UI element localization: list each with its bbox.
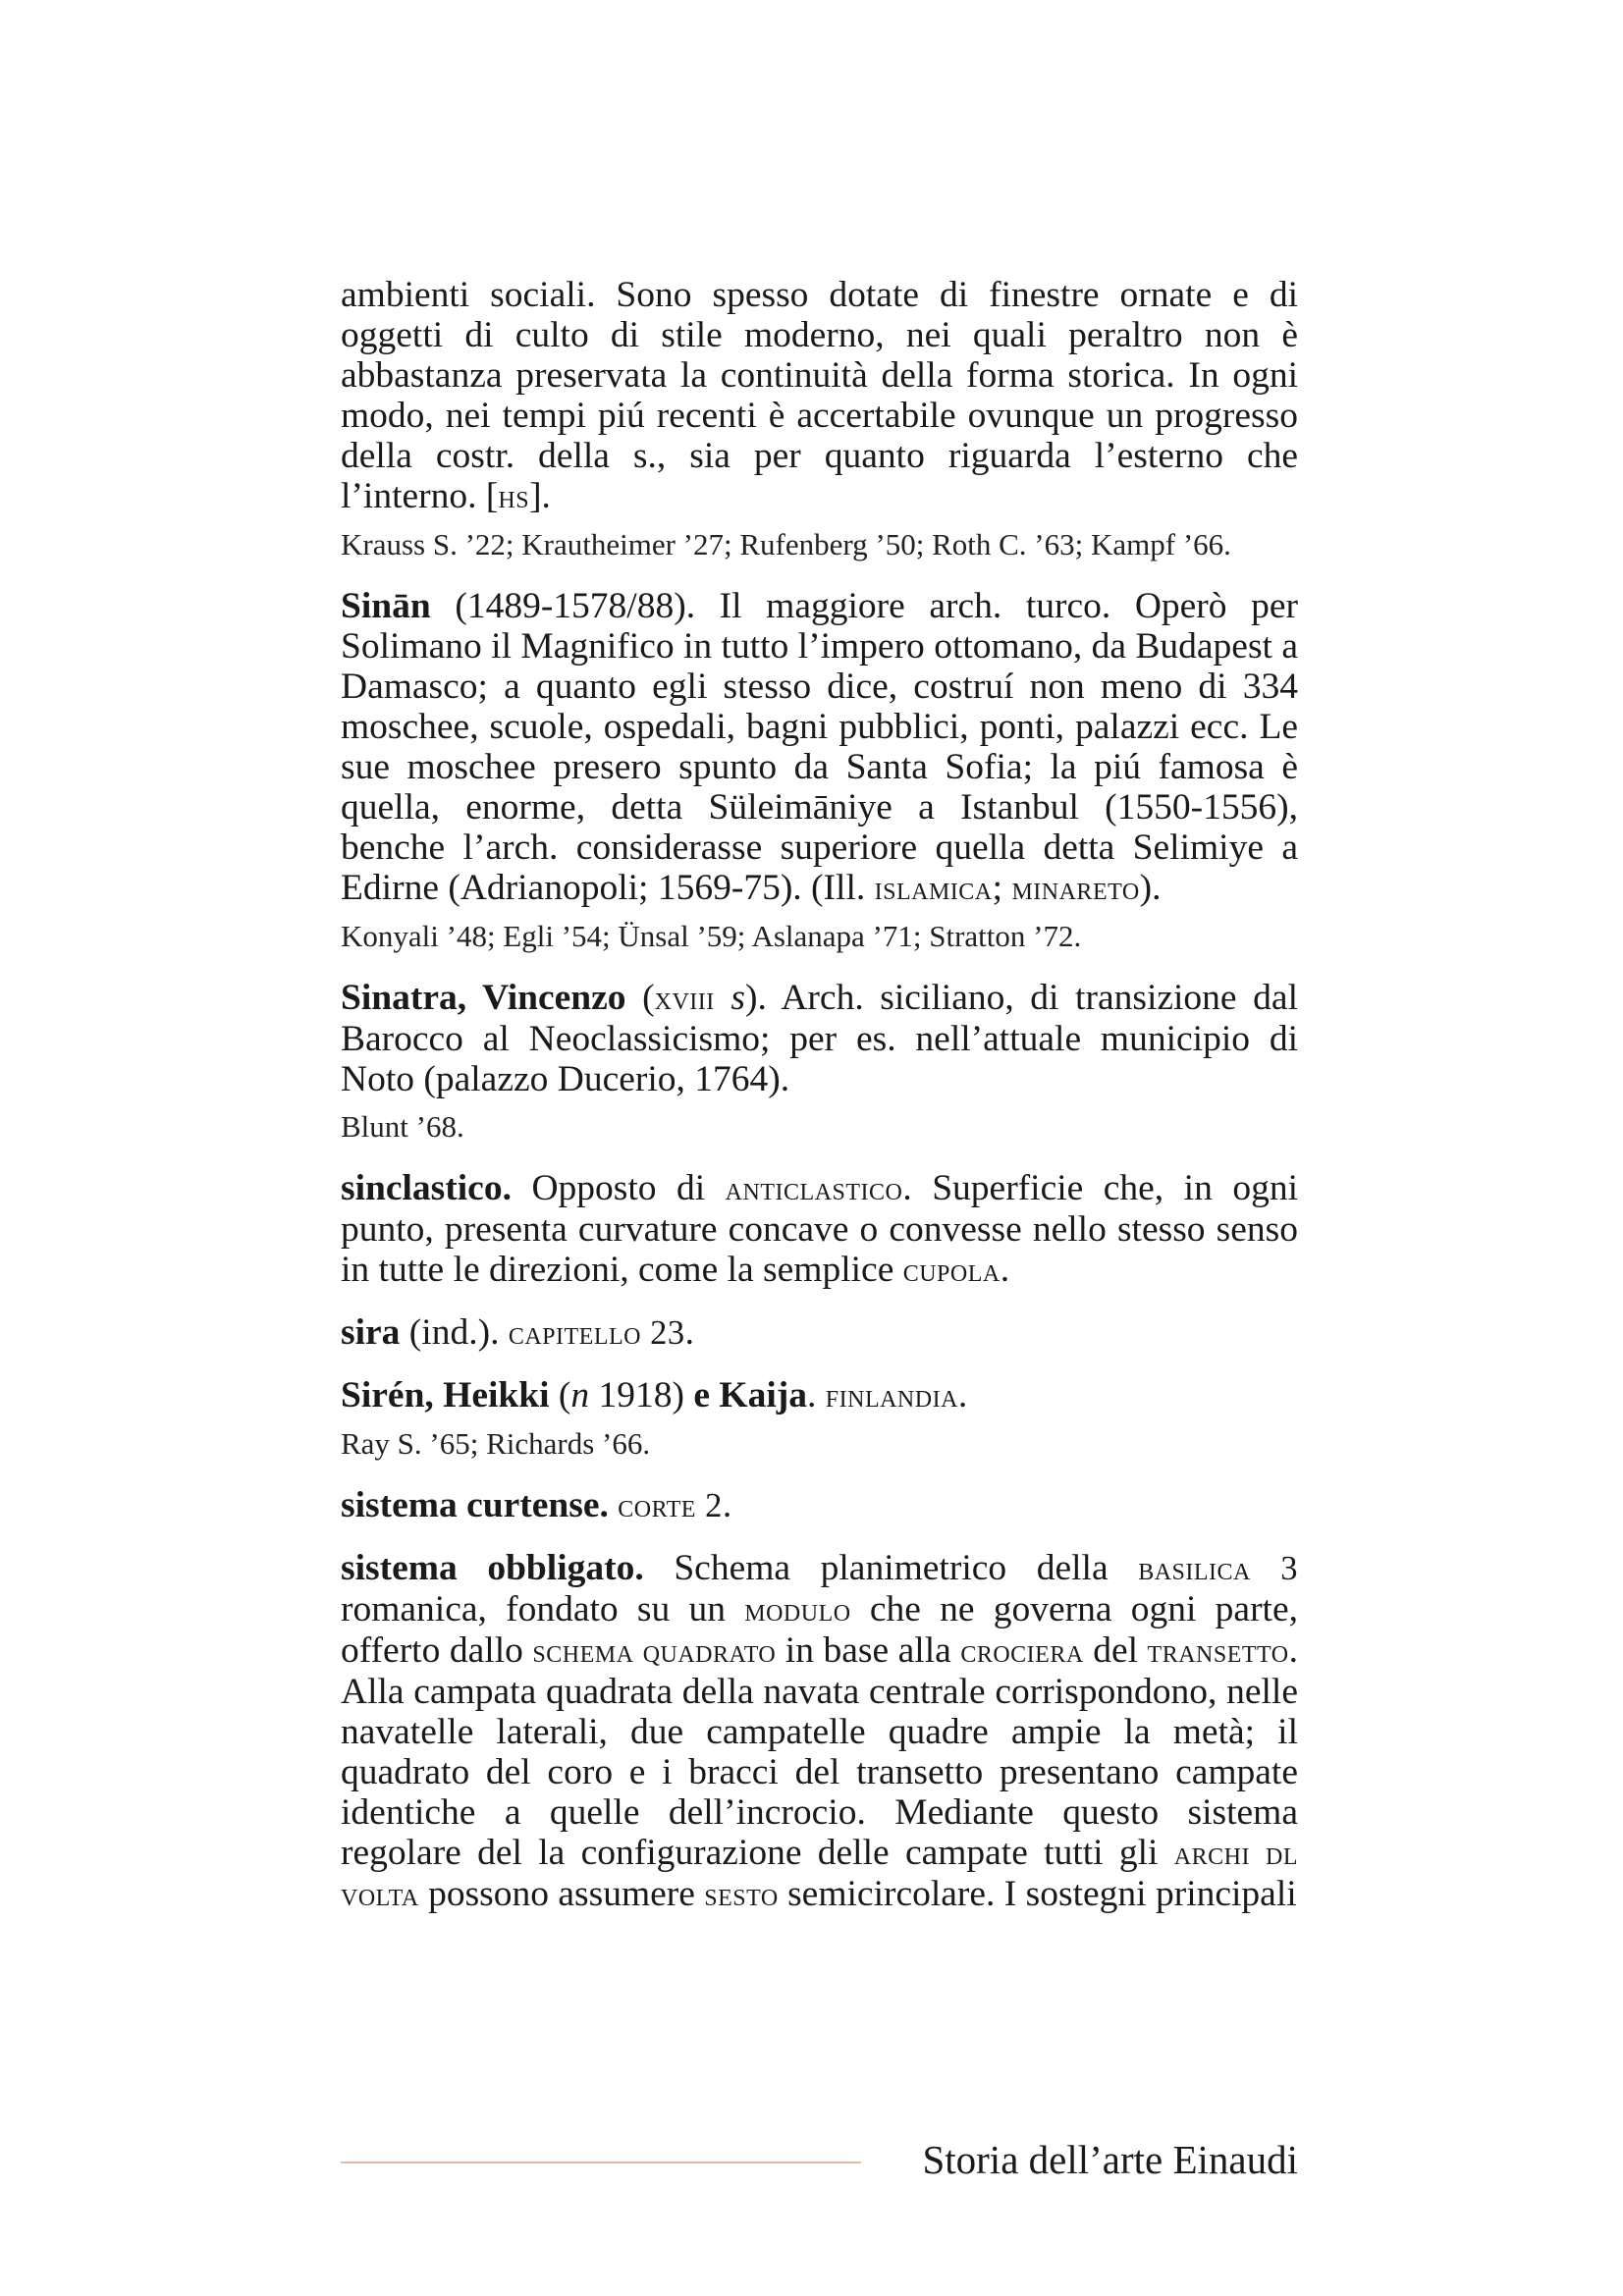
cross-reference: xviii (654, 980, 715, 1017)
cross-reference: anticlastico (725, 1170, 903, 1207)
text-run: Blunt ’68. (341, 1109, 464, 1144)
text-run: ( (549, 1375, 571, 1415)
headword: Sinatra, Vincenzo (341, 978, 626, 1018)
text-run: che ne governa ogni parte, offerto dallo (341, 1589, 1298, 1671)
text-run: 1918) (589, 1375, 694, 1415)
dictionary-entry (341, 1168, 1298, 1291)
headword: e Kaija (693, 1375, 808, 1415)
footer-brand: Storia dell’arte Einaudi (922, 2137, 1298, 2182)
text-run: ]. (529, 476, 551, 516)
text-run: ; (992, 868, 1012, 908)
cross-reference: cupola (902, 1252, 1001, 1289)
page-footer (341, 2135, 1298, 2184)
cross-reference: minareto (1011, 870, 1140, 907)
cross-reference: basilica 3 (1138, 1550, 1298, 1587)
text-run: (ind.). (400, 1312, 509, 1353)
cross-reference: crociera (960, 1632, 1084, 1670)
footer-rule (341, 2162, 861, 2163)
text-run: romanica, fondato su un (341, 1589, 745, 1629)
text-run: Schema planimetrico della (643, 1548, 1139, 1588)
dictionary-entry (341, 1548, 1298, 1915)
dictionary-entry (341, 1375, 1298, 1416)
headword: sistema obbligato. (341, 1548, 644, 1588)
headword: sira (341, 1312, 401, 1353)
text-run: . Alla campata quadrata della navata centrale corrispondono, nelle navatelle laterali, due campatelle quadre ampie la metà; il quadrato del coro e i bracci del transetto presentano campate identiche a quelle dell’incrocio. Mediante questo sistema regolare del la configurazione delle campate tutti gli (341, 1630, 1298, 1873)
text-run: s (730, 978, 745, 1018)
text-run: in base alla (776, 1630, 961, 1671)
bibliography-refs (341, 917, 1298, 956)
text-run: Opposto di (511, 1168, 726, 1208)
text-run: del (1083, 1630, 1148, 1671)
text-run: . (722, 1485, 732, 1525)
text-run: Ray S. ’65; Richards ’66. (341, 1426, 651, 1461)
text-run: ( (625, 978, 655, 1018)
text-run: possono assumere (418, 1874, 705, 1914)
cross-reference: finlandia (825, 1377, 958, 1415)
cross-reference: islamica (874, 870, 993, 907)
text-run: n (570, 1375, 590, 1415)
bibliography-refs (341, 1424, 1298, 1464)
text-run: semicircolare. I sostegni principali (778, 1874, 1297, 1914)
cross-reference: capitello 23 (508, 1314, 685, 1352)
cross-reference: corte 2 (618, 1487, 723, 1524)
text-column (341, 275, 1298, 1915)
cross-reference: archi dl volta (341, 1835, 1298, 1913)
text-run: ). Arch. siciliano, di transizione dal Barocco al Neoclassicismo; per es. nell’attuale municipio di Noto (palazzo Ducerio, 1764). (341, 978, 1298, 1099)
text-run: . (1000, 1250, 1010, 1290)
text-run (715, 978, 731, 1018)
text-run: (1489-1578/88). Il maggiore arch. turco. Operò per Solimano il Magnifico in tutto l’impero ottomano, da Budapest a Damasco; a quanto egli stesso dice, costruí non meno di 334 moschee, scuole, ospedali, bagni pubblici, ponti, palazzi ecc. Le sue moschee presero spunto da Santa Sofia; la piú famosa è quella, enorme, detta Süleimāniye a Istanbul (1550-1556), benche l’arch. considerasse superiore quella detta Selimiye a Edirne (Adrianopoli; 1569-75). (Ill. (341, 586, 1298, 908)
headword: Sinān (341, 586, 431, 626)
headword: sistema curtense. (341, 1485, 609, 1525)
cross-reference: schema quadrato (532, 1632, 777, 1670)
bibliography-refs (341, 525, 1298, 564)
text-run: . (957, 1375, 968, 1415)
dictionary-entry (341, 978, 1298, 1099)
text-run: ). (1139, 868, 1162, 908)
cross-reference: modulo (744, 1591, 851, 1629)
bibliography-refs (341, 1107, 1298, 1147)
text-run: . (807, 1375, 826, 1415)
text-run: ambienti sociali. Sono spesso dotate di finestre ornate e di oggetti di culto di stile moderno, nei quali peraltro non è abbastanza preservata la continuità della forma storica. In ogni modo, nei tempi piú recenti è accertabile ovunque un progresso della costr. della s., sia per quanto riguarda l’esterno che l’interno. [ (341, 275, 1298, 516)
cross-reference: sesto (704, 1876, 779, 1913)
headword: sinclastico. (341, 1168, 512, 1208)
text-run: Krauss S. ’22; Krautheimer ’27; Rufenberg ’50; Roth C. ’63; Kampf ’66. (341, 527, 1231, 561)
cross-reference: transetto (1147, 1632, 1289, 1670)
text-run (609, 1485, 618, 1525)
cross-reference: hs (498, 478, 530, 515)
headword: Sirén, Heikki (341, 1375, 550, 1415)
dictionary-entry (341, 1312, 1298, 1354)
dictionary-entry (341, 586, 1298, 909)
dictionary-entry (341, 275, 1298, 517)
text-run: . Superficie che, in ogni punto, presenta curvature concave o convesse nello stesso senso in tutte le direzioni, come la semplice (341, 1168, 1298, 1290)
dictionary-entry (341, 1485, 1298, 1526)
text-run: Konyali ’48; Egli ’54; Ünsal ’59; Aslanapa ’71; Stratton ’72. (341, 919, 1082, 953)
text-run: . (684, 1312, 694, 1353)
